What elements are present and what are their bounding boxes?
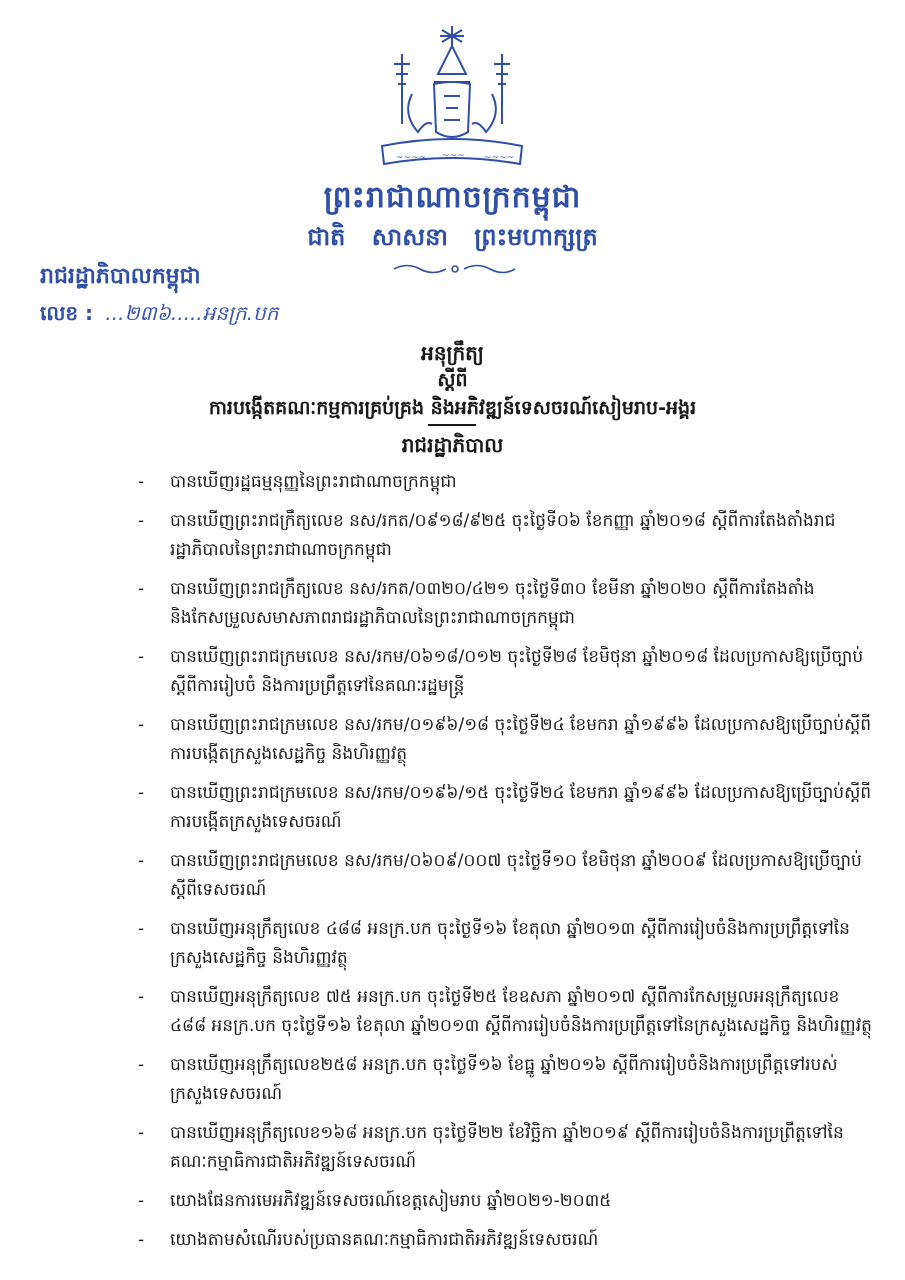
consideration-text: បានឃើញព្រះរាជក្រមលេខ នស/រកម/០១៩៦/១៥ ចុះថ្ងៃទី២៤ ខែមករា ឆ្នាំ១៩៩៦ ដែលប្រកាសឱ្យប្រើច្បាប់ស្តីពីការបង្កើតក្រសួងទេសចរណ៍ [170, 783, 872, 832]
national-motto: ជាតិ សាសនា ព្រះមហាក្សត្រ [307, 223, 598, 251]
list-item: - បានឃើញអនុក្រឹត្យលេខ ៤៨៨ អនក្រ.បក ចុះថ្ងៃទី១៦ ខែតុលា ឆ្នាំ២០១៣ ស្តីពីការរៀបចំនិងការប្រព្រឹត្តទៅនៃក្រសួងសេដ្ឋកិច្ច និងហិរញ្ញវត្ថុ [138, 919, 850, 968]
consideration-text: បានឃើញអនុក្រឹត្យលេខ ៧៥ អនក្រ.បក ចុះថ្ងៃទី២៥ ខែឧសភា ឆ្នាំ២០១៧ ស្តីពីការកែសម្រួលអនុក្រឹត្យលេខ ៤៨៨ អនក្រ.បក ចុះថ្ងៃទី១៦ ខែតុលា ឆ្នាំ២០១៣ ស្តីពីការរៀបចំនិងការប្រព្រឹត្តទៅនៃក្រសួងសេដ្ឋកិច្ច និងហិរញ្ញវត្ថុ [170, 987, 872, 1036]
list-item: - បានឃើញព្រះរាជក្រឹត្យលេខ នស/រកត/០៩១៨/៩២៥ ចុះថ្ងៃទី០៦ ខែកញ្ញា ឆ្នាំ២០១៨ ស្តីពីការតែងតាំងរាជរដ្ឋាភិបាលនៃព្រះរាជាណាចក្រកម្ពុជា [138, 511, 836, 560]
kingdom-title: ព្រះរាជាណាចក្រកម្ពុជា [323, 180, 582, 215]
list-item: - យោងតាមសំណើរបស់ប្រធានគណៈកម្មាធិការជាតិអភិវឌ្ឍន៍ទេសចរណ៍ [138, 1230, 599, 1250]
consideration-text: បានឃើញអនុក្រឹត្យលេខ២៥៨ អនក្រ.បក ចុះថ្ងៃទី១៦ ខែធ្នូ ឆ្នាំ២០១៦ ស្តីពីការរៀបចំនិងការប្រព្រឹត្តទៅរបស់ក្រសួងទេសចរណ៍ [170, 1055, 838, 1104]
list-item: - បានឃើញព្រះរាជក្រមលេខ នស/រកម/០៦០៩/០០៧ ចុះថ្ងៃទី១០ ខែមិថុនា ឆ្នាំ២០០៩ ដែលប្រកាសឱ្យប្រើច្បាប់ស្តីពីទេសចរណ៍ [138, 851, 862, 900]
list-item: - បានឃើញព្រះរាជក្រមលេខ នស/រកម/០៦១៨/០១២ ចុះថ្ងៃទី២៨ ខែមិថុនា ឆ្នាំ២០១៨ ដែលប្រកាសឱ្យប្រើច្បាប់ស្តីពីការរៀបចំ និងការប្រព្រឹត្តទៅនៃគណៈរដ្ឋមន្ត្រី [138, 647, 864, 696]
list-item: - បានឃើញព្រះរាជក្រមលេខ នស/រកម/០១៩៦/១៥ ចុះថ្ងៃទី២៤ ខែមករា ឆ្នាំ១៩៩៦ ដែលប្រកាសឱ្យប្រើច្បាប់ស្តីពីការបង្កើតក្រសួងទេសចរណ៍ [138, 783, 872, 832]
list-item: - បានឃើញអនុក្រឹត្យលេខ២៥៨ អនក្រ.បក ចុះថ្ងៃទី១៦ ខែធ្នូ ឆ្នាំ២០១៦ ស្តីពីការរៀបចំនិងការប្រព្រឹត្តទៅរបស់ក្រសួងទេសចរណ៍ [138, 1055, 838, 1104]
list-item: - បានឃើញអនុក្រឹត្យលេខ១៦៨ អនក្រ.បក ចុះថ្ងៃទី២២ ខែវិច្ឆិកា ឆ្នាំ២០១៩ ស្តីពីការរៀបចំនិងការប្រព្រឹត្តទៅនៃគណៈកម្មាធិការជាតិអភិវឌ្ឍន៍ទេសចរណ៍ [138, 1123, 844, 1172]
list-item: - យោងផែនការមេអភិវឌ្ឍន៍ទេសចរណ៍ខេត្តសៀមរាប ឆ្នាំ២០២១-២០៣៥ [138, 1191, 612, 1211]
svg-text:~~~~: ~~~~ [396, 153, 427, 163]
reference-label: លេខ : [40, 301, 94, 325]
consideration-text: បានឃើញព្រះរាជក្រឹត្យលេខ នស/រកត/០៩១៨/៩២៥ ចុះថ្ងៃទី០៦ ខែកញ្ញា ឆ្នាំ២០១៨ ស្តីពីការតែងតាំងរាជរដ្ឋាភិបាលនៃព្រះរាជាណាចក្រកម្ពុជា [170, 511, 836, 560]
consideration-text: យោងផែនការមេអភិវឌ្ឍន៍ទេសចរណ៍ខេត្តសៀមរាប ឆ្នាំ២០២១-២០៣៥ [170, 1191, 612, 1211]
royal-emblem-icon [372, 24, 532, 174]
list-item: - បានឃើញរដ្ឋធម្មនុញ្ញនៃព្រះរាជាណាចក្រកម្ពុជា [138, 472, 457, 492]
document-type: អនុក្រឹត្យ [421, 341, 484, 365]
title-divider [428, 424, 476, 426]
consideration-text: បានឃើញព្រះរាជក្រមលេខ នស/រកម/០៦០៩/០០៧ ចុះថ្ងៃទី១០ ខែមិថុនា ឆ្នាំ២០០៩ ដែលប្រកាសឱ្យប្រើច្បាប់ស្តីពីទេសចរណ៍ [170, 851, 862, 900]
consideration-text: បានឃើញព្រះរាជក្រមលេខ នស/រកម/០១៩៦/១៨ ចុះថ្ងៃទី២៤ ខែមករា ឆ្នាំ១៩៩៦ ដែលប្រកាសឱ្យប្រើច្បាប់ស្តីពីការបង្កើតក្រសួងសេដ្ឋកិច្ច និងហិរញ្ញវត្ថុ [170, 715, 872, 764]
svg-text:~~~: ~~~ [442, 151, 465, 161]
consideration-text: បានឃើញអនុក្រឹត្យលេខ១៦៨ អនក្រ.បក ចុះថ្ងៃទី២២ ខែវិច្ឆិកា ឆ្នាំ២០១៩ ស្តីពីការរៀបចំនិងការប្រព្រឹត្តទៅនៃគណៈកម្មាធិការជាតិអភិវឌ្ឍន៍ទេសចរណ៍ [170, 1123, 844, 1172]
consideration-text: បានឃើញរដ្ឋធម្មនុញ្ញនៃព្រះរាជាណាចក្រកម្ពុជា [170, 472, 457, 492]
decree-subject: ការបង្កើតគណៈកម្មការគ្រប់គ្រង និងអភិវឌ្ឍន៍ទេសចរណ៍សៀមរាប-អង្គរ [208, 397, 697, 419]
consideration-text: បានឃើញព្រះរាជក្រមលេខ នស/រកម/០៦១៨/០១២ ចុះថ្ងៃទី២៨ ខែមិថុនា ឆ្នាំ២០១៨ ដែលប្រកាសឱ្យប្រើច្បាប់ស្តីពីការរៀបចំ និងការប្រព្រឹត្តទៅនៃគណៈរដ្ឋមន្ត្រី [170, 647, 864, 696]
reference-number [40, 300, 278, 330]
list-item: - បានឃើញអនុក្រឹត្យលេខ ៧៥ អនក្រ.បក ចុះថ្ងៃទី២៥ ខែឧសភា ឆ្នាំ២០១៧ ស្តីពីការកែសម្រួលអនុក្រឹត្យលេខ ៤៨៨ អនក្រ.បក ចុះថ្ងៃទី១៦ ខែតុលា ឆ្នាំ២០១៣ ស្តីពីការរៀបចំនិងការប្រព្រឹត្តទៅនៃក្រសួងសេដ្ឋកិច្ច និងហិរញ្ញវត្ថុ [138, 987, 872, 1036]
svg-text:~~~~: ~~~~ [484, 153, 515, 163]
consideration-text: បានឃើញព្រះរាជក្រឹត្យលេខ នស/រកត/០៣២០/៤២១ ចុះថ្ងៃទី៣០ ខែមីនា ឆ្នាំ២០២០ ស្តីពីការតែងតាំង និងកែសម្រួលសមាសភាពរាជរដ្ឋាភិបាលនៃព្រះរាជាណាចក្រកម្ពុជា [170, 579, 815, 628]
list-item: - បានឃើញព្រះរាជក្រមលេខ នស/រកម/០១៩៦/១៨ ចុះថ្ងៃទី២៤ ខែមករា ឆ្នាំ១៩៩៦ ដែលប្រកាសឱ្យប្រើច្បាប់ស្តីពីការបង្កើតក្រសួងសេដ្ឋកិច្ច និងហិរញ្ញវត្ថុ [138, 715, 872, 764]
ornament-divider-icon [392, 262, 517, 276]
considerations-list [0, 468, 905, 1265]
reference-value: ...២៣៦.....អនក្រ.បក [105, 301, 279, 325]
about-label: ស្តីពី [437, 369, 468, 391]
consideration-text: យោងតាមសំណើរបស់ប្រធានគណៈកម្មាធិការជាតិអភិវឌ្ឍន៍ទេសចរណ៍ [170, 1230, 599, 1250]
government-name: រាជរដ្ឋាភិបាលកម្ពុជា [40, 264, 201, 289]
issuer-heading: រាជរដ្ឋាភិបាល [401, 433, 504, 457]
list-item: - បានឃើញព្រះរាជក្រឹត្យលេខ នស/រកត/០៣២០/៤២១ ចុះថ្ងៃទី៣០ ខែមីនា ឆ្នាំ២០២០ ស្តីពីការតែងតាំង និងកែសម្រួលសមាសភាពរាជរដ្ឋាភិបាលនៃព្រះរាជាណាចក្រកម្ពុជា [138, 579, 815, 628]
consideration-text: បានឃើញអនុក្រឹត្យលេខ ៤៨៨ អនក្រ.បក ចុះថ្ងៃទី១៦ ខែតុលា ឆ្នាំ២០១៣ ស្តីពីការរៀបចំនិងការប្រព្រឹត្តទៅនៃក្រសួងសេដ្ឋកិច្ច និងហិរញ្ញវត្ថុ [170, 919, 850, 968]
